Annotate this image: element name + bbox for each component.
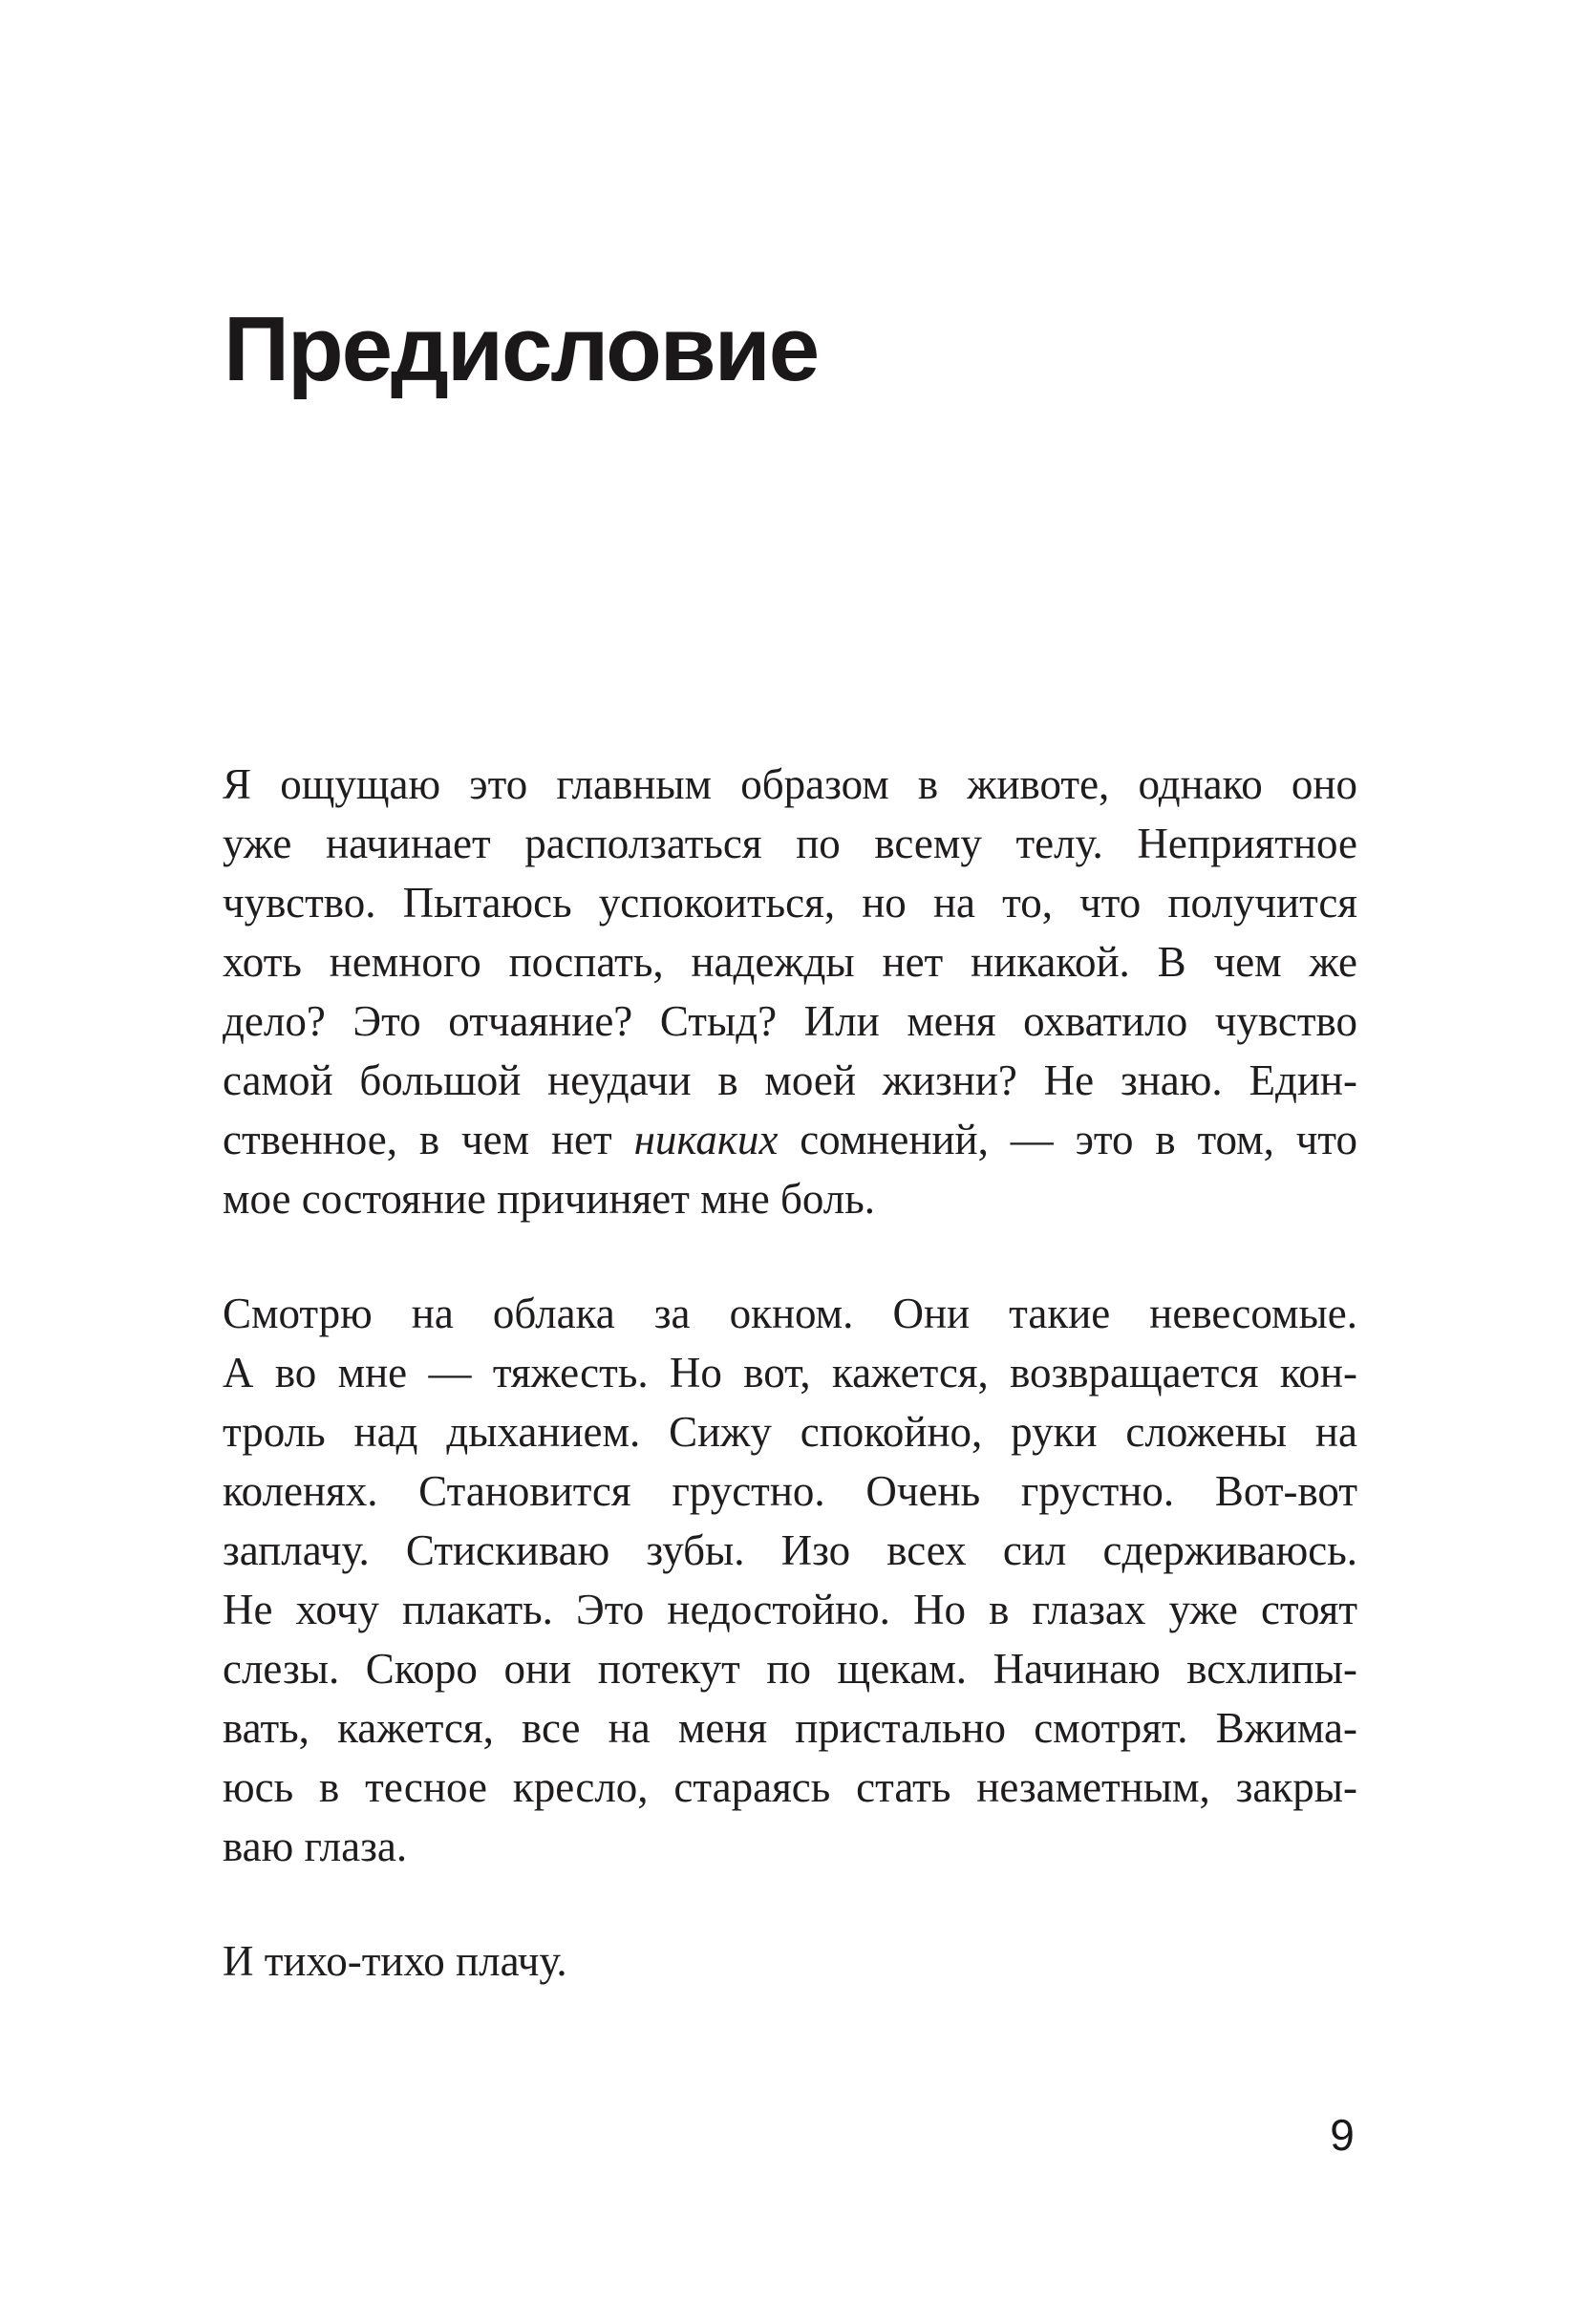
text-line: хоть немного поспать, надежды нет никакой. В чем же	[223, 938, 1357, 986]
text-line: А во мне — тяжесть. Но вот, кажется, возвращается кон-	[223, 1349, 1357, 1397]
text-line: дело? Это отчаяние? Стыд? Или меня охватило чувство	[223, 997, 1357, 1045]
text-line: ственное, в чем нет никаких сомнений, — это в том, что	[223, 1116, 1357, 1163]
text-line: заплачу. Стискиваю зубы. Изо всех сил сдерживаюсь.	[223, 1526, 1357, 1574]
text-line: слезы. Скоро они потекут по щекам. Начинаю всхлипы-	[223, 1645, 1357, 1693]
paragraph	[223, 1931, 1357, 1991]
text-line: чувство. Пытаюсь успокоиться, но на то, что получится	[223, 879, 1357, 927]
text-line: мое состояние причиняет мне боль.	[223, 1175, 875, 1223]
text-line: коленях. Становится грустно. Очень грустно. Вот-вот	[223, 1467, 1357, 1515]
text-line: Я ощущаю это главным образом в животе, однако оно	[223, 760, 1357, 808]
text-line: уже начинает расползаться по всему телу. Неприятное	[223, 820, 1357, 867]
paragraph	[223, 1284, 1357, 1876]
text-line: юсь в тесное кресло, стараясь стать незаметным, закры-	[223, 1763, 1357, 1811]
page-number: 9	[1330, 2110, 1355, 2160]
text-line: Не хочу плакать. Это недостойно. Но в глазах уже стоят	[223, 1586, 1357, 1633]
text-line: троль над дыханием. Сижу спокойно, руки сложены на	[223, 1408, 1357, 1456]
text-line: вать, кажется, все на меня пристально смотрят. Вжима-	[223, 1704, 1357, 1752]
text-line: И тихо-тихо плачу.	[223, 1937, 567, 1985]
paragraph	[223, 755, 1357, 1228]
chapter-title: Предисловие	[224, 298, 819, 400]
text-line: самой большой неудачи в моей жизни? Не знаю. Един-	[223, 1056, 1357, 1104]
body-text	[223, 755, 1357, 2046]
text-line: Смотрю на облака за окном. Они такие невесомые.	[223, 1290, 1357, 1337]
text-line: ваю глаза.	[223, 1823, 408, 1870]
